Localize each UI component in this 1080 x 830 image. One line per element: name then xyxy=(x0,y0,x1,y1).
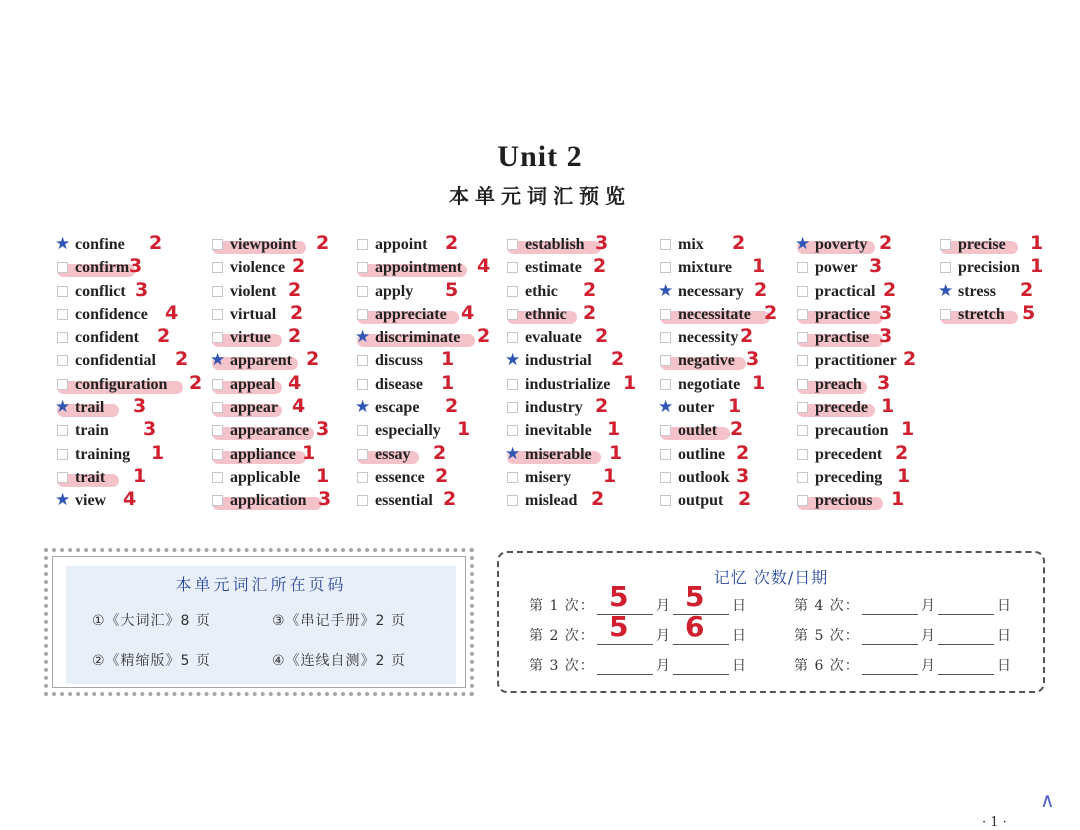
checkbox[interactable] xyxy=(660,449,671,460)
checkbox[interactable] xyxy=(357,379,368,390)
handwritten-count: 2 xyxy=(445,232,459,254)
checkbox[interactable] xyxy=(57,425,68,436)
vocab-word: essay xyxy=(375,445,411,463)
handwritten-count: 3 xyxy=(129,255,143,278)
memory-record-entry xyxy=(794,655,1014,675)
checkbox[interactable] xyxy=(940,239,951,250)
checkbox[interactable] xyxy=(797,332,808,343)
checkbox[interactable] xyxy=(212,309,223,320)
day-unit: 日 xyxy=(732,598,746,614)
handwritten-count: 2 xyxy=(593,255,607,278)
handwritten-count: 2 xyxy=(445,395,459,418)
month-field[interactable] xyxy=(597,656,653,675)
handwritten-count: 2 xyxy=(903,348,917,371)
vocab-word: practical xyxy=(815,282,876,300)
handwritten-count: 4 xyxy=(288,371,302,394)
checkbox[interactable] xyxy=(57,332,68,343)
handwritten-count: 2 xyxy=(288,325,302,348)
vocab-word: industrial xyxy=(525,352,592,370)
handwritten-count: 4 xyxy=(461,301,475,324)
handwritten-count: 2 xyxy=(879,232,893,254)
day-field[interactable] xyxy=(938,626,994,645)
month-field[interactable] xyxy=(862,626,918,645)
vocab-word: industrialize xyxy=(525,375,611,393)
vocab-word: precise xyxy=(958,236,1006,253)
vocab-word: appreciate xyxy=(375,305,447,323)
checkbox[interactable] xyxy=(507,262,518,273)
checkbox[interactable] xyxy=(212,472,223,483)
checkbox[interactable] xyxy=(212,262,223,273)
vocab-word: discuss xyxy=(375,352,424,370)
vocab-word: mix xyxy=(678,236,704,253)
handwritten-count: 1 xyxy=(752,255,766,278)
month-field[interactable] xyxy=(862,596,918,615)
handwritten-count: 3 xyxy=(318,488,332,511)
checkbox[interactable] xyxy=(507,495,518,506)
handwritten-count: 1 xyxy=(603,464,617,487)
checkbox[interactable] xyxy=(797,472,808,483)
vocab-word: necessary xyxy=(678,282,744,300)
checkbox[interactable] xyxy=(57,309,68,320)
handwritten-count: 1 xyxy=(891,488,905,511)
checkbox[interactable] xyxy=(357,355,368,366)
checkbox[interactable] xyxy=(660,332,671,343)
day-field[interactable] xyxy=(673,656,729,675)
day-unit: 日 xyxy=(997,598,1011,614)
star-icon: ★ xyxy=(938,280,954,301)
handwritten-count: 1 xyxy=(302,441,316,464)
checkbox[interactable] xyxy=(507,309,518,320)
checkbox[interactable] xyxy=(212,332,223,343)
checkbox[interactable] xyxy=(212,402,223,413)
checkbox[interactable] xyxy=(357,449,368,460)
vocab-word: practitioner xyxy=(815,352,897,370)
handwritten-count: 1 xyxy=(752,371,766,394)
vocab-word: confident xyxy=(75,329,139,347)
handwritten-count: 1 xyxy=(441,371,455,394)
vocab-word: practice xyxy=(815,305,871,323)
month-unit: 月 xyxy=(656,658,670,674)
vocab-word: preceding xyxy=(815,468,883,486)
month-unit: 月 xyxy=(921,628,935,644)
handwritten-count: 2 xyxy=(1020,278,1034,301)
day-unit: 日 xyxy=(732,628,746,644)
vocab-word: appliance xyxy=(230,445,296,463)
vocab-word: confidential xyxy=(75,352,156,370)
memory-record-entry xyxy=(529,655,749,675)
vocab-word: precious xyxy=(815,492,873,510)
memory-record-entry xyxy=(529,610,749,645)
checkbox[interactable] xyxy=(507,286,518,297)
checkbox[interactable] xyxy=(507,379,518,390)
handwritten-count: 1 xyxy=(133,464,147,487)
vocab-word: applicable xyxy=(230,468,301,486)
checkbox[interactable] xyxy=(660,355,671,366)
handwritten-count: 3 xyxy=(143,418,157,441)
vocab-word: outer xyxy=(678,399,715,417)
day-field[interactable] xyxy=(673,610,729,645)
handwritten-count: 1 xyxy=(607,418,621,441)
month-field[interactable] xyxy=(597,610,653,645)
handwritten-count: 2 xyxy=(292,255,306,278)
day-unit: 日 xyxy=(997,628,1011,644)
vocab-word: miserable xyxy=(525,445,592,463)
checkbox[interactable] xyxy=(507,332,518,343)
unit-title: Unit 2 xyxy=(497,140,583,173)
checkbox[interactable] xyxy=(212,286,223,297)
checkbox[interactable] xyxy=(940,309,951,320)
vocab-word: necessity xyxy=(678,329,739,347)
checkbox[interactable] xyxy=(212,379,223,390)
checkbox[interactable] xyxy=(797,379,808,390)
vocab-word: appearance xyxy=(230,422,310,440)
checkbox[interactable] xyxy=(212,425,223,436)
checkbox[interactable] xyxy=(357,495,368,506)
vocab-word: view xyxy=(75,492,107,510)
vocab-word: mixture xyxy=(678,259,732,277)
checkbox[interactable] xyxy=(660,379,671,390)
handwritten-count: 2 xyxy=(583,301,597,324)
vocab-word: confidence xyxy=(75,305,148,323)
entry-label: 第 4 次： xyxy=(794,598,860,614)
memory-record-entry xyxy=(529,580,749,615)
handwritten-count: 3 xyxy=(879,325,893,348)
handwritten-count: 1 xyxy=(316,464,330,487)
checkbox[interactable] xyxy=(57,449,68,460)
handwritten-count: 2 xyxy=(738,488,752,511)
vocab-word: especially xyxy=(375,422,441,440)
vocab-word: precaution xyxy=(815,422,889,440)
page-subtitle: 本单元词汇预览 xyxy=(449,184,631,208)
vocab-word: stretch xyxy=(958,305,1005,323)
handwritten-count: 4 xyxy=(477,255,491,278)
page-reference-item: ②《精缩版》5 页 xyxy=(92,653,211,669)
month-field[interactable] xyxy=(862,656,918,675)
checkbox[interactable] xyxy=(57,379,68,390)
vocab-word: precision xyxy=(958,259,1020,277)
handwritten-count: 1 xyxy=(1030,255,1044,278)
handwritten-count: 3 xyxy=(316,418,330,441)
vocab-word: appeal xyxy=(230,375,276,393)
vocab-word: confirm xyxy=(75,259,130,277)
vocab-word: preach xyxy=(815,375,862,393)
handwritten-count: 1 xyxy=(881,395,895,418)
vocab-word: necessitate xyxy=(678,305,751,323)
page-reference-box xyxy=(44,548,474,696)
star-icon: ★ xyxy=(210,350,226,371)
checkbox[interactable] xyxy=(57,262,68,273)
vocab-word: apparent xyxy=(230,352,292,370)
handwritten-count: 4 xyxy=(292,395,306,418)
handwritten-count: 2 xyxy=(306,348,320,371)
entry-label: 第 6 次： xyxy=(794,658,860,674)
vocab-word: disease xyxy=(375,375,423,393)
vocab-word: conflict xyxy=(75,282,126,300)
checkbox[interactable] xyxy=(660,425,671,436)
handwritten-count: 2 xyxy=(157,325,171,348)
vocab-word: establish xyxy=(525,236,585,253)
memory-record-box xyxy=(497,551,1045,693)
vocab-word: train xyxy=(75,422,109,440)
chevron-up-icon[interactable]: ∧ xyxy=(1040,788,1055,812)
vocab-word: trail xyxy=(75,399,105,417)
checkbox[interactable] xyxy=(660,309,671,320)
vocab-word: outline xyxy=(678,445,726,463)
vocab-word: virtue xyxy=(230,329,271,347)
vocab-word: output xyxy=(678,492,724,510)
checkbox[interactable] xyxy=(507,425,518,436)
handwritten-count: 2 xyxy=(433,441,447,464)
vocab-word: estimate xyxy=(525,259,582,277)
handwritten-count: 3 xyxy=(595,232,609,254)
checkbox[interactable] xyxy=(660,495,671,506)
checkbox[interactable] xyxy=(57,355,68,366)
checkbox[interactable] xyxy=(797,262,808,273)
vocab-word: evaluate xyxy=(525,329,582,347)
handwritten-count: 2 xyxy=(290,301,304,324)
handwritten-count: 2 xyxy=(740,325,754,348)
checkbox[interactable] xyxy=(660,262,671,273)
vocab-word: practise xyxy=(815,329,870,347)
checkbox[interactable] xyxy=(357,262,368,273)
vocab-word: negative xyxy=(678,352,735,370)
handwritten-count: 1 xyxy=(728,395,742,418)
handwritten-count: 2 xyxy=(595,395,609,418)
handwritten-count: 2 xyxy=(611,348,625,371)
vocab-word: configuration xyxy=(75,375,168,393)
handwritten-count: 2 xyxy=(189,371,203,394)
handwritten-count: 2 xyxy=(736,441,750,464)
vocab-word: appear xyxy=(230,399,278,417)
checkbox[interactable] xyxy=(357,286,368,297)
entry-label: 第 5 次： xyxy=(794,628,860,644)
entry-label: 第 3 次： xyxy=(529,658,595,674)
handwritten-count: 2 xyxy=(288,278,302,301)
vocab-word: stress xyxy=(958,282,996,300)
checkbox[interactable] xyxy=(797,355,808,366)
checkbox[interactable] xyxy=(357,472,368,483)
star-icon: ★ xyxy=(505,350,521,371)
checkbox[interactable] xyxy=(940,262,951,273)
star-icon: ★ xyxy=(55,490,71,511)
vocab-word: industry xyxy=(525,399,583,417)
vocab-word: appointment xyxy=(375,259,463,277)
vocab-word: essential xyxy=(375,492,433,510)
handwritten-count: 2 xyxy=(435,464,449,487)
handwritten-count: 5 xyxy=(445,278,459,301)
checkbox[interactable] xyxy=(57,286,68,297)
checkbox[interactable] xyxy=(797,425,808,436)
handwritten-day: 6 xyxy=(685,610,705,643)
handwritten-count: 2 xyxy=(443,488,457,511)
star-icon: ★ xyxy=(795,234,811,254)
handwritten-count: 2 xyxy=(595,325,609,348)
vocab-word: essence xyxy=(375,468,425,486)
handwritten-count: 2 xyxy=(583,278,597,301)
handwritten-count: 1 xyxy=(623,371,637,394)
entry-label: 第 1 次： xyxy=(529,598,595,614)
star-icon: ★ xyxy=(658,280,674,301)
handwritten-count: 2 xyxy=(764,301,778,324)
checkbox[interactable] xyxy=(212,449,223,460)
handwritten-count: 3 xyxy=(746,348,760,371)
vocab-word: apply xyxy=(375,282,414,300)
handwritten-count: 2 xyxy=(732,232,746,254)
handwritten-count: 3 xyxy=(135,278,149,301)
handwritten-count: 2 xyxy=(730,418,744,441)
handwritten-count: 2 xyxy=(316,232,330,254)
handwritten-count: 3 xyxy=(879,301,893,324)
checkbox[interactable] xyxy=(660,472,671,483)
vocab-word: virtual xyxy=(230,305,277,323)
handwritten-count: 2 xyxy=(883,278,897,301)
handwritten-count: 2 xyxy=(591,488,605,511)
checkbox[interactable] xyxy=(507,402,518,413)
handwritten-count: 2 xyxy=(175,348,189,371)
checkbox[interactable] xyxy=(357,309,368,320)
handwritten-count: 3 xyxy=(869,255,883,278)
handwritten-count: 1 xyxy=(1030,232,1044,254)
month-unit: 月 xyxy=(656,628,670,644)
vocab-word: power xyxy=(815,259,858,277)
vocab-word: trait xyxy=(75,468,106,486)
handwritten-count: 1 xyxy=(609,441,623,464)
page-reference-title: 本单元词汇所在页码 xyxy=(175,575,347,594)
entry-label: 第 2 次： xyxy=(529,628,595,644)
star-icon: ★ xyxy=(658,397,674,418)
vocab-word: precede xyxy=(815,399,869,417)
page-reference-item: ④《连线自测》2 页 xyxy=(272,653,406,669)
vocab-word: violence xyxy=(230,259,286,277)
handwritten-count: 2 xyxy=(754,278,768,301)
month-unit: 月 xyxy=(921,598,935,614)
vocab-word: outlet xyxy=(678,422,718,440)
checkbox[interactable] xyxy=(507,472,518,483)
month-unit: 月 xyxy=(921,658,935,674)
vocab-word: violent xyxy=(230,282,277,300)
star-icon: ★ xyxy=(355,327,371,348)
vocab-word: confine xyxy=(75,236,125,253)
handwritten-count: 1 xyxy=(441,348,455,371)
vocab-word: ethic xyxy=(525,282,558,300)
handwritten-month: 5 xyxy=(609,610,629,643)
memory-record-entry xyxy=(794,625,1014,645)
handwritten-count: 4 xyxy=(123,488,137,511)
vocab-word: misery xyxy=(525,468,572,486)
vocab-word: application xyxy=(230,492,307,510)
checkbox[interactable] xyxy=(357,425,368,436)
handwritten-day: 5 xyxy=(685,580,705,613)
checkbox[interactable] xyxy=(797,286,808,297)
checkbox[interactable] xyxy=(797,495,808,506)
page-number: · 1 · xyxy=(982,815,1007,830)
star-icon: ★ xyxy=(355,397,371,418)
memory-record-title: 记忆 次数/日期 xyxy=(713,568,829,587)
vocab-word: negotiate xyxy=(678,375,741,393)
checkbox[interactable] xyxy=(797,402,808,413)
vocab-word: appoint xyxy=(375,236,428,253)
handwritten-count: 2 xyxy=(149,232,163,254)
star-icon: ★ xyxy=(55,234,71,254)
checkbox[interactable] xyxy=(797,449,808,460)
handwritten-month: 5 xyxy=(609,580,629,613)
day-field[interactable] xyxy=(938,596,994,615)
vocab-word: poverty xyxy=(815,236,868,253)
star-icon: ★ xyxy=(55,397,71,418)
handwritten-count: 1 xyxy=(151,441,165,464)
handwritten-count: 4 xyxy=(165,301,179,324)
handwritten-count: 3 xyxy=(736,464,750,487)
handwritten-count: 1 xyxy=(901,418,915,441)
vocab-word: escape xyxy=(375,399,420,417)
vocab-word: training xyxy=(75,445,131,463)
handwritten-count: 2 xyxy=(895,441,909,464)
day-unit: 日 xyxy=(732,658,746,674)
handwritten-count: 3 xyxy=(877,371,891,394)
day-field[interactable] xyxy=(938,656,994,675)
memory-record-entry xyxy=(794,595,1014,615)
handwritten-count: 3 xyxy=(133,395,147,418)
vocab-word: discriminate xyxy=(375,329,461,347)
month-unit: 月 xyxy=(656,598,670,614)
page-reference-item: ③《串记手册》2 页 xyxy=(272,613,406,629)
vocab-word: inevitable xyxy=(525,422,592,440)
page-reference-item: ①《大词汇》8 页 xyxy=(92,613,211,629)
checkbox[interactable] xyxy=(507,239,518,250)
vocab-word: ethnic xyxy=(525,305,567,323)
checkbox[interactable] xyxy=(797,309,808,320)
handwritten-count: 2 xyxy=(477,325,491,348)
vocab-word: outlook xyxy=(678,468,730,486)
day-unit: 日 xyxy=(997,658,1011,674)
handwritten-count: 1 xyxy=(897,464,911,487)
checkbox[interactable] xyxy=(212,495,223,506)
vocab-word: viewpoint xyxy=(230,236,297,253)
star-icon: ★ xyxy=(505,443,521,464)
checkbox[interactable] xyxy=(57,472,68,483)
page-reference-panel xyxy=(66,566,456,684)
checkbox[interactable] xyxy=(212,239,223,250)
vocab-word: mislead xyxy=(525,492,578,510)
vocab-word: precedent xyxy=(815,445,883,463)
handwritten-count: 5 xyxy=(1022,301,1036,324)
handwritten-count: 1 xyxy=(457,418,471,441)
checkbox[interactable] xyxy=(357,239,368,250)
checkbox[interactable] xyxy=(660,239,671,250)
